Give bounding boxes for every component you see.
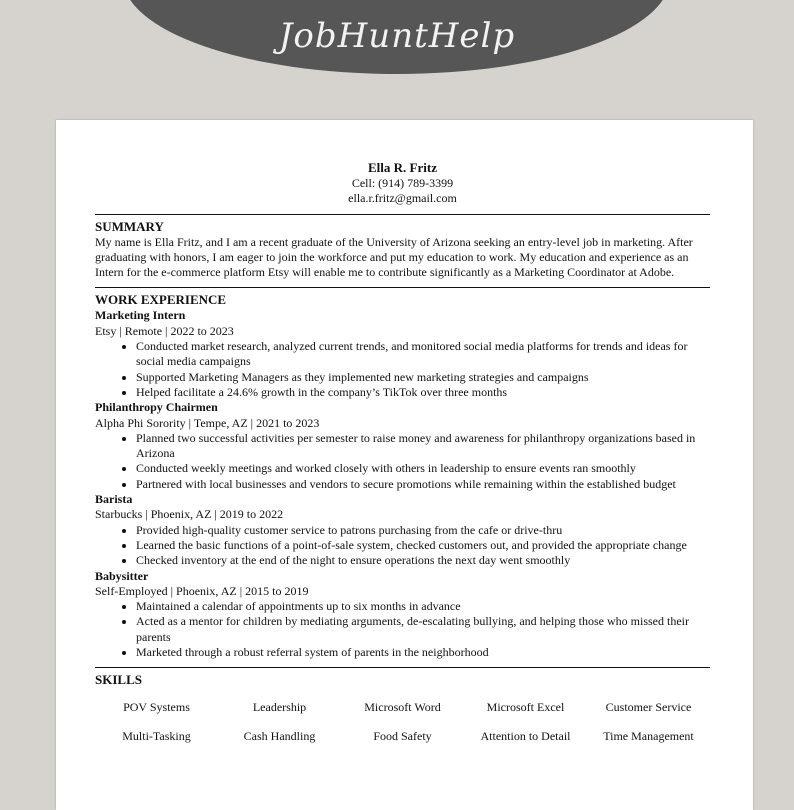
section-divider <box>95 667 710 668</box>
skill-item: Microsoft Excel <box>486 700 565 715</box>
job-meta: Alpha Phi Sorority | Tempe, AZ | 2021 to 2023 <box>95 415 320 430</box>
job-entry <box>95 569 710 661</box>
skills-title: SKILLS <box>95 672 142 688</box>
brand-logo: JobHuntHelp <box>278 16 516 56</box>
section-divider <box>95 287 710 288</box>
summary-text: My name is Ella Fritz, and I am a recent graduate of the University of Arizona seeking an entry-level job in marketing. After graduating with honors, I am eager to join the workforce and put my education to work. My education and experience as an Intern for the e-commerce platform Etsy will enable me to contribute significantly as a Marketing Coordinator at Adobe. <box>95 234 693 280</box>
section-divider <box>95 214 710 215</box>
job-bullet: • Conducted market research, analyzed current trends, and monitored social media platforms for trends and ideas for social media campaigns <box>136 339 710 370</box>
job-entry <box>95 400 710 492</box>
job-bullet: • Partnered with local businesses and vendors to secure promotions while remaining within the established budget <box>136 477 710 492</box>
resume-content <box>95 160 710 744</box>
job-title: Barista <box>95 492 133 507</box>
job-bullet: • Supported Marketing Managers as they implemented new marketing strategies and campaigns <box>136 370 710 385</box>
job-bullet: • Acted as a mentor for children by mediating arguments, de-escalating bullying, and helping those who missed their parents <box>136 614 710 645</box>
job-entry <box>95 492 710 568</box>
job-bullet: • Maintained a calendar of appointments up to six months in advance <box>136 599 710 614</box>
skill-item: Time Management <box>603 728 694 743</box>
job-bullets <box>95 339 710 400</box>
skill-item: Cash Handling <box>243 728 316 743</box>
job-bullet: • Provided high-quality customer service to patrons purchasing from the cafe or drive-thru <box>136 523 710 538</box>
skill-item: Microsoft Word <box>364 700 441 715</box>
resume-page <box>56 120 753 810</box>
skill-item: POV Systems <box>123 700 190 715</box>
skill-item: Customer Service <box>605 700 692 715</box>
job-title: Marketing Intern <box>95 308 186 323</box>
resume-name: Ella R. Fritz <box>368 160 437 175</box>
job-entry <box>95 308 710 400</box>
skill-item: Multi-Tasking <box>122 728 191 743</box>
job-bullets <box>95 523 710 569</box>
skill-item: Food Safety <box>373 728 432 743</box>
job-bullet: • Marketed through a robust referral system of parents in the neighborhood <box>136 645 710 660</box>
job-bullet: • Learned the basic functions of a point-of-sale system, checked customers out, and provided the appropriate change <box>136 538 710 553</box>
job-bullets <box>95 599 710 660</box>
job-meta: Etsy | Remote | 2022 to 2023 <box>95 323 234 338</box>
resume-header <box>95 160 710 207</box>
summary-title: SUMMARY <box>95 218 164 234</box>
skills-grid <box>95 700 710 744</box>
job-bullet: • Planned two successful activities per semester to raise money and awareness for philanthropy organizations based in Arizona <box>136 431 710 462</box>
job-bullet: • Conducted weekly meetings and worked closely with others in leadership to ensure events ran smoothly <box>136 461 710 476</box>
experience-title: WORK EXPERIENCE <box>95 292 227 308</box>
job-bullets <box>95 431 710 492</box>
resume-cell: Cell: (914) 789-3399 <box>351 176 454 190</box>
job-meta: Self-Employed | Phoenix, AZ | 2015 to 2019 <box>95 583 309 598</box>
job-bullet: • Checked inventory at the end of the night to ensure operations the next day went smoothly <box>136 553 710 568</box>
job-bullet: • Helped facilitate a 24.6% growth in the company’s TikTok over three months <box>136 385 710 400</box>
skill-item: Leadership <box>252 700 307 715</box>
job-title: Babysitter <box>95 568 149 583</box>
job-meta: Starbucks | Phoenix, AZ | 2019 to 2022 <box>95 507 284 522</box>
job-title: Philanthropy Chairmen <box>95 400 218 415</box>
resume-email: ella.r.fritz@gmail.com <box>348 191 457 206</box>
skill-item: Attention to Detail <box>480 728 571 743</box>
